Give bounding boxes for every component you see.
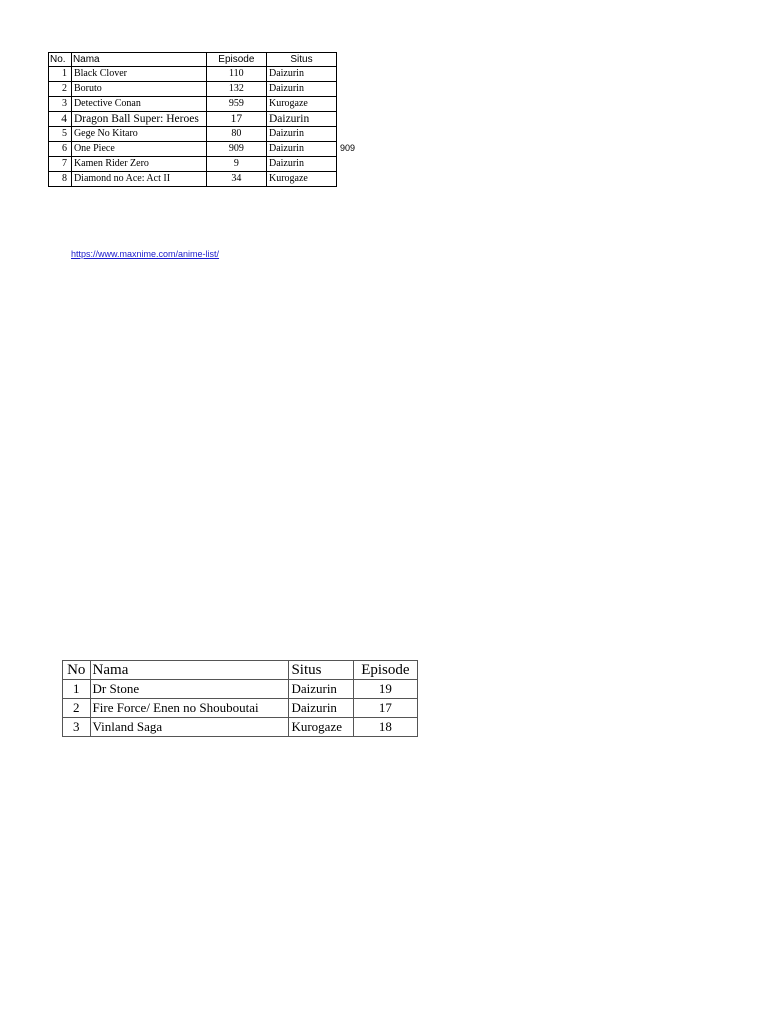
header-no: No. [49, 53, 72, 67]
header-site: Situs [266, 53, 336, 67]
cell-episode: 110 [206, 67, 266, 82]
cell-episode: 909 [206, 142, 266, 157]
cell-name: Detective Conan [71, 97, 206, 112]
anime-table-2 [62, 660, 418, 737]
table-row [49, 172, 337, 187]
cell-site: Daizurin [289, 680, 353, 699]
cell-name: Vinland Saga [90, 718, 289, 737]
table-row [49, 127, 337, 142]
table-row [49, 142, 337, 157]
header-site: Situs [289, 661, 353, 680]
cell-no: 3 [49, 97, 72, 112]
cell-episode: 9 [206, 157, 266, 172]
table-row [63, 699, 418, 718]
anime-list-link[interactable]: https://www.maxnime.com/anime-list/ [71, 249, 220, 259]
cell-name: Diamond no Ace: Act II [71, 172, 206, 187]
header-no: No [63, 661, 91, 680]
cell-no: 8 [49, 172, 72, 187]
table-header-row [49, 53, 337, 67]
cell-site: Daizurin [266, 67, 336, 82]
cell-episode: 80 [206, 127, 266, 142]
cell-name: One Piece [71, 142, 206, 157]
cell-name: Dragon Ball Super: Heroes [71, 112, 206, 127]
cell-name: Kamen Rider Zero [71, 157, 206, 172]
cell-no: 5 [49, 127, 72, 142]
header-episode: Episode [206, 53, 266, 67]
cell-no: 2 [49, 82, 72, 97]
cell-no: 1 [49, 67, 72, 82]
cell-site: Daizurin [266, 127, 336, 142]
side-note-value: 909 [340, 143, 356, 153]
cell-site: Daizurin [266, 157, 336, 172]
table-row [63, 718, 418, 737]
cell-episode: 17 [353, 699, 417, 718]
table-row [49, 97, 337, 112]
anime-table-1 [48, 52, 337, 187]
table-row [49, 82, 337, 97]
cell-name: Boruto [71, 82, 206, 97]
cell-no: 4 [49, 112, 72, 127]
table-row [63, 680, 418, 699]
cell-name: Dr Stone [90, 680, 289, 699]
cell-no: 1 [63, 680, 91, 699]
cell-no: 7 [49, 157, 72, 172]
cell-episode: 18 [353, 718, 417, 737]
cell-site: Kurogaze [289, 718, 353, 737]
cell-episode: 17 [206, 112, 266, 127]
cell-site: Daizurin [266, 142, 336, 157]
cell-episode: 132 [206, 82, 266, 97]
cell-site: Daizurin [289, 699, 353, 718]
header-name: Nama [71, 53, 206, 67]
cell-episode: 959 [206, 97, 266, 112]
cell-name: Fire Force/ Enen no Shouboutai [90, 699, 289, 718]
cell-episode: 19 [353, 680, 417, 699]
cell-no: 3 [63, 718, 91, 737]
cell-site: Kurogaze [266, 172, 336, 187]
cell-name: Black Clover [71, 67, 206, 82]
cell-name: Gege No Kitaro [71, 127, 206, 142]
table-header-row [63, 661, 418, 680]
cell-no: 6 [49, 142, 72, 157]
cell-site: Daizurin [266, 82, 336, 97]
cell-no: 2 [63, 699, 91, 718]
header-name: Nama [90, 661, 289, 680]
table-row [49, 67, 337, 82]
table-row [49, 157, 337, 172]
table-row [49, 112, 337, 127]
header-episode: Episode [353, 661, 417, 680]
cell-site: Kurogaze [266, 97, 336, 112]
cell-site: Daizurin [266, 112, 336, 127]
cell-episode: 34 [206, 172, 266, 187]
